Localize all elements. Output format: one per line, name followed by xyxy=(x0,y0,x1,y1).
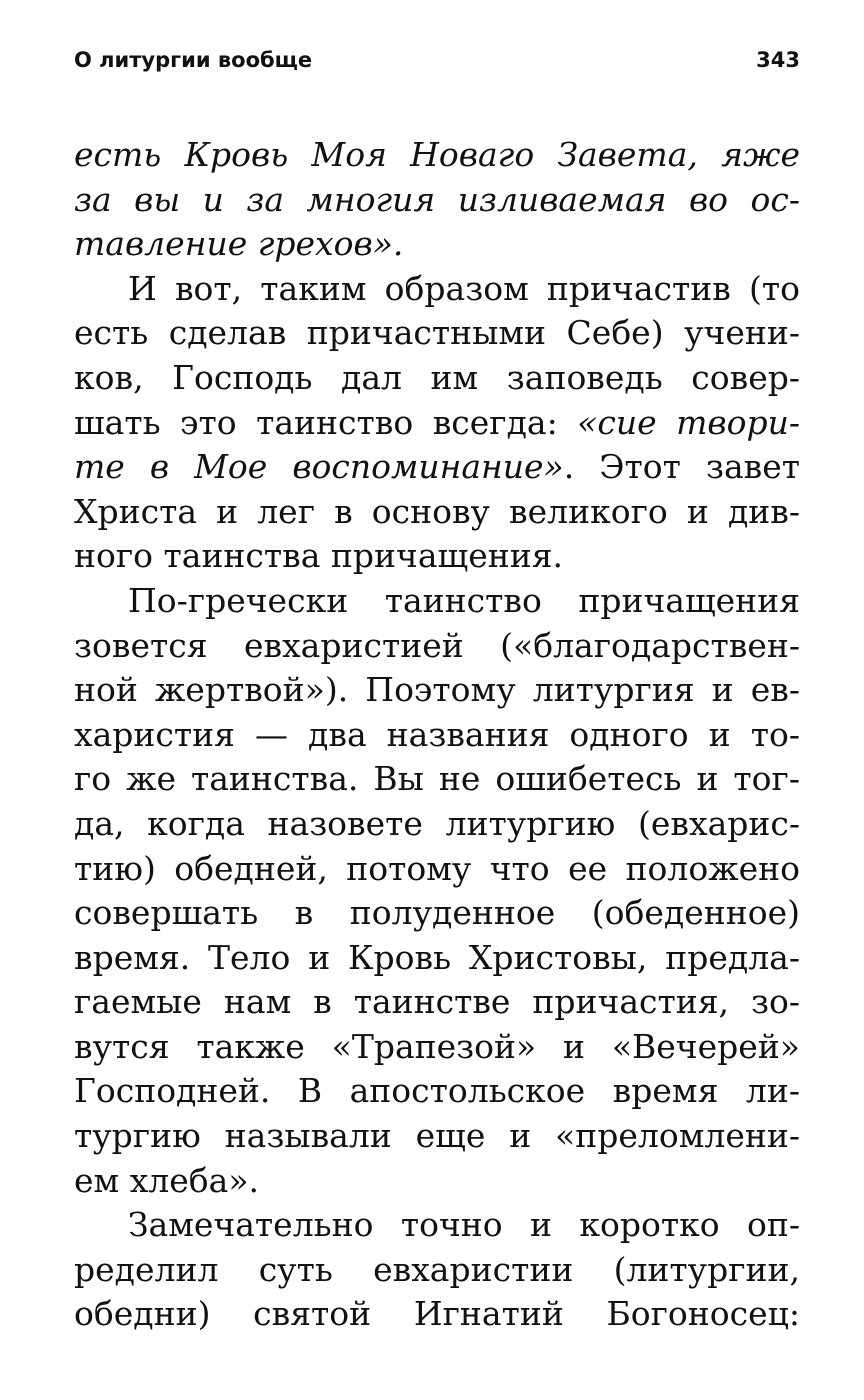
body-text xyxy=(74,133,800,1337)
text-line: ем хлеба». xyxy=(74,1160,260,1200)
text-line: ков, Господь дал им заповедь совер- xyxy=(74,357,800,397)
running-head xyxy=(74,44,800,76)
text-line: шать это таинство всегда: «сие твори- xyxy=(74,402,800,442)
page-number: 343 xyxy=(756,48,800,72)
text-line: да, когда назовете литургию (евхарис- xyxy=(74,803,800,843)
text-line: есть сделав причастными Себе) учени- xyxy=(74,313,800,353)
book-page xyxy=(74,0,800,1400)
text-line: есть Кровь Моя Новаго Завета, яже xyxy=(74,135,800,174)
text-line: тавление грехов». xyxy=(74,224,404,264)
text-line: зовется евхаристией («благодарствен- xyxy=(74,625,800,665)
text-line: Христа и лег в основу великого и див- xyxy=(74,491,800,531)
text-line: Замечательно точно и коротко оп- xyxy=(128,1205,800,1245)
text-line: гаемые нам в таинстве причастия, зо- xyxy=(74,982,800,1022)
running-title: О литургии вообще xyxy=(74,48,313,72)
text-line: По-гречески таинство причащения xyxy=(128,580,800,620)
text-line: те в Мое воспоминание». Этот завет xyxy=(74,447,800,487)
text-line: ного таинства причащения. xyxy=(74,536,564,576)
text-line: Господней. В апостольское время ли- xyxy=(74,1071,800,1111)
text-line: И вот, таким образом причастив (то xyxy=(128,268,800,308)
text-line: го же таинства. Вы не ошибетесь и тог- xyxy=(74,759,800,799)
text-line: тию) обедней, потому что ее положено xyxy=(74,848,800,888)
text-line: совершать в полуденное (обеденное) xyxy=(74,893,800,933)
text-line: харистия — два названия одного и то- xyxy=(74,714,800,754)
text-line: тургию называли еще и «преломлени- xyxy=(74,1116,800,1156)
text-line: ределил суть евхаристии (литургии, xyxy=(74,1249,800,1289)
text-line: вутся также «Трапезой» и «Вечерей» xyxy=(74,1026,800,1066)
text-line: обедни) святой Игнатий Богоносец: xyxy=(74,1294,800,1334)
text-line: за вы и за многия изливаемая во ос- xyxy=(74,179,800,219)
text-line: ной жертвой»). Поэтому литургия и ев- xyxy=(74,670,800,710)
text-line: время. Тело и Кровь Христовы, предла- xyxy=(74,937,800,977)
